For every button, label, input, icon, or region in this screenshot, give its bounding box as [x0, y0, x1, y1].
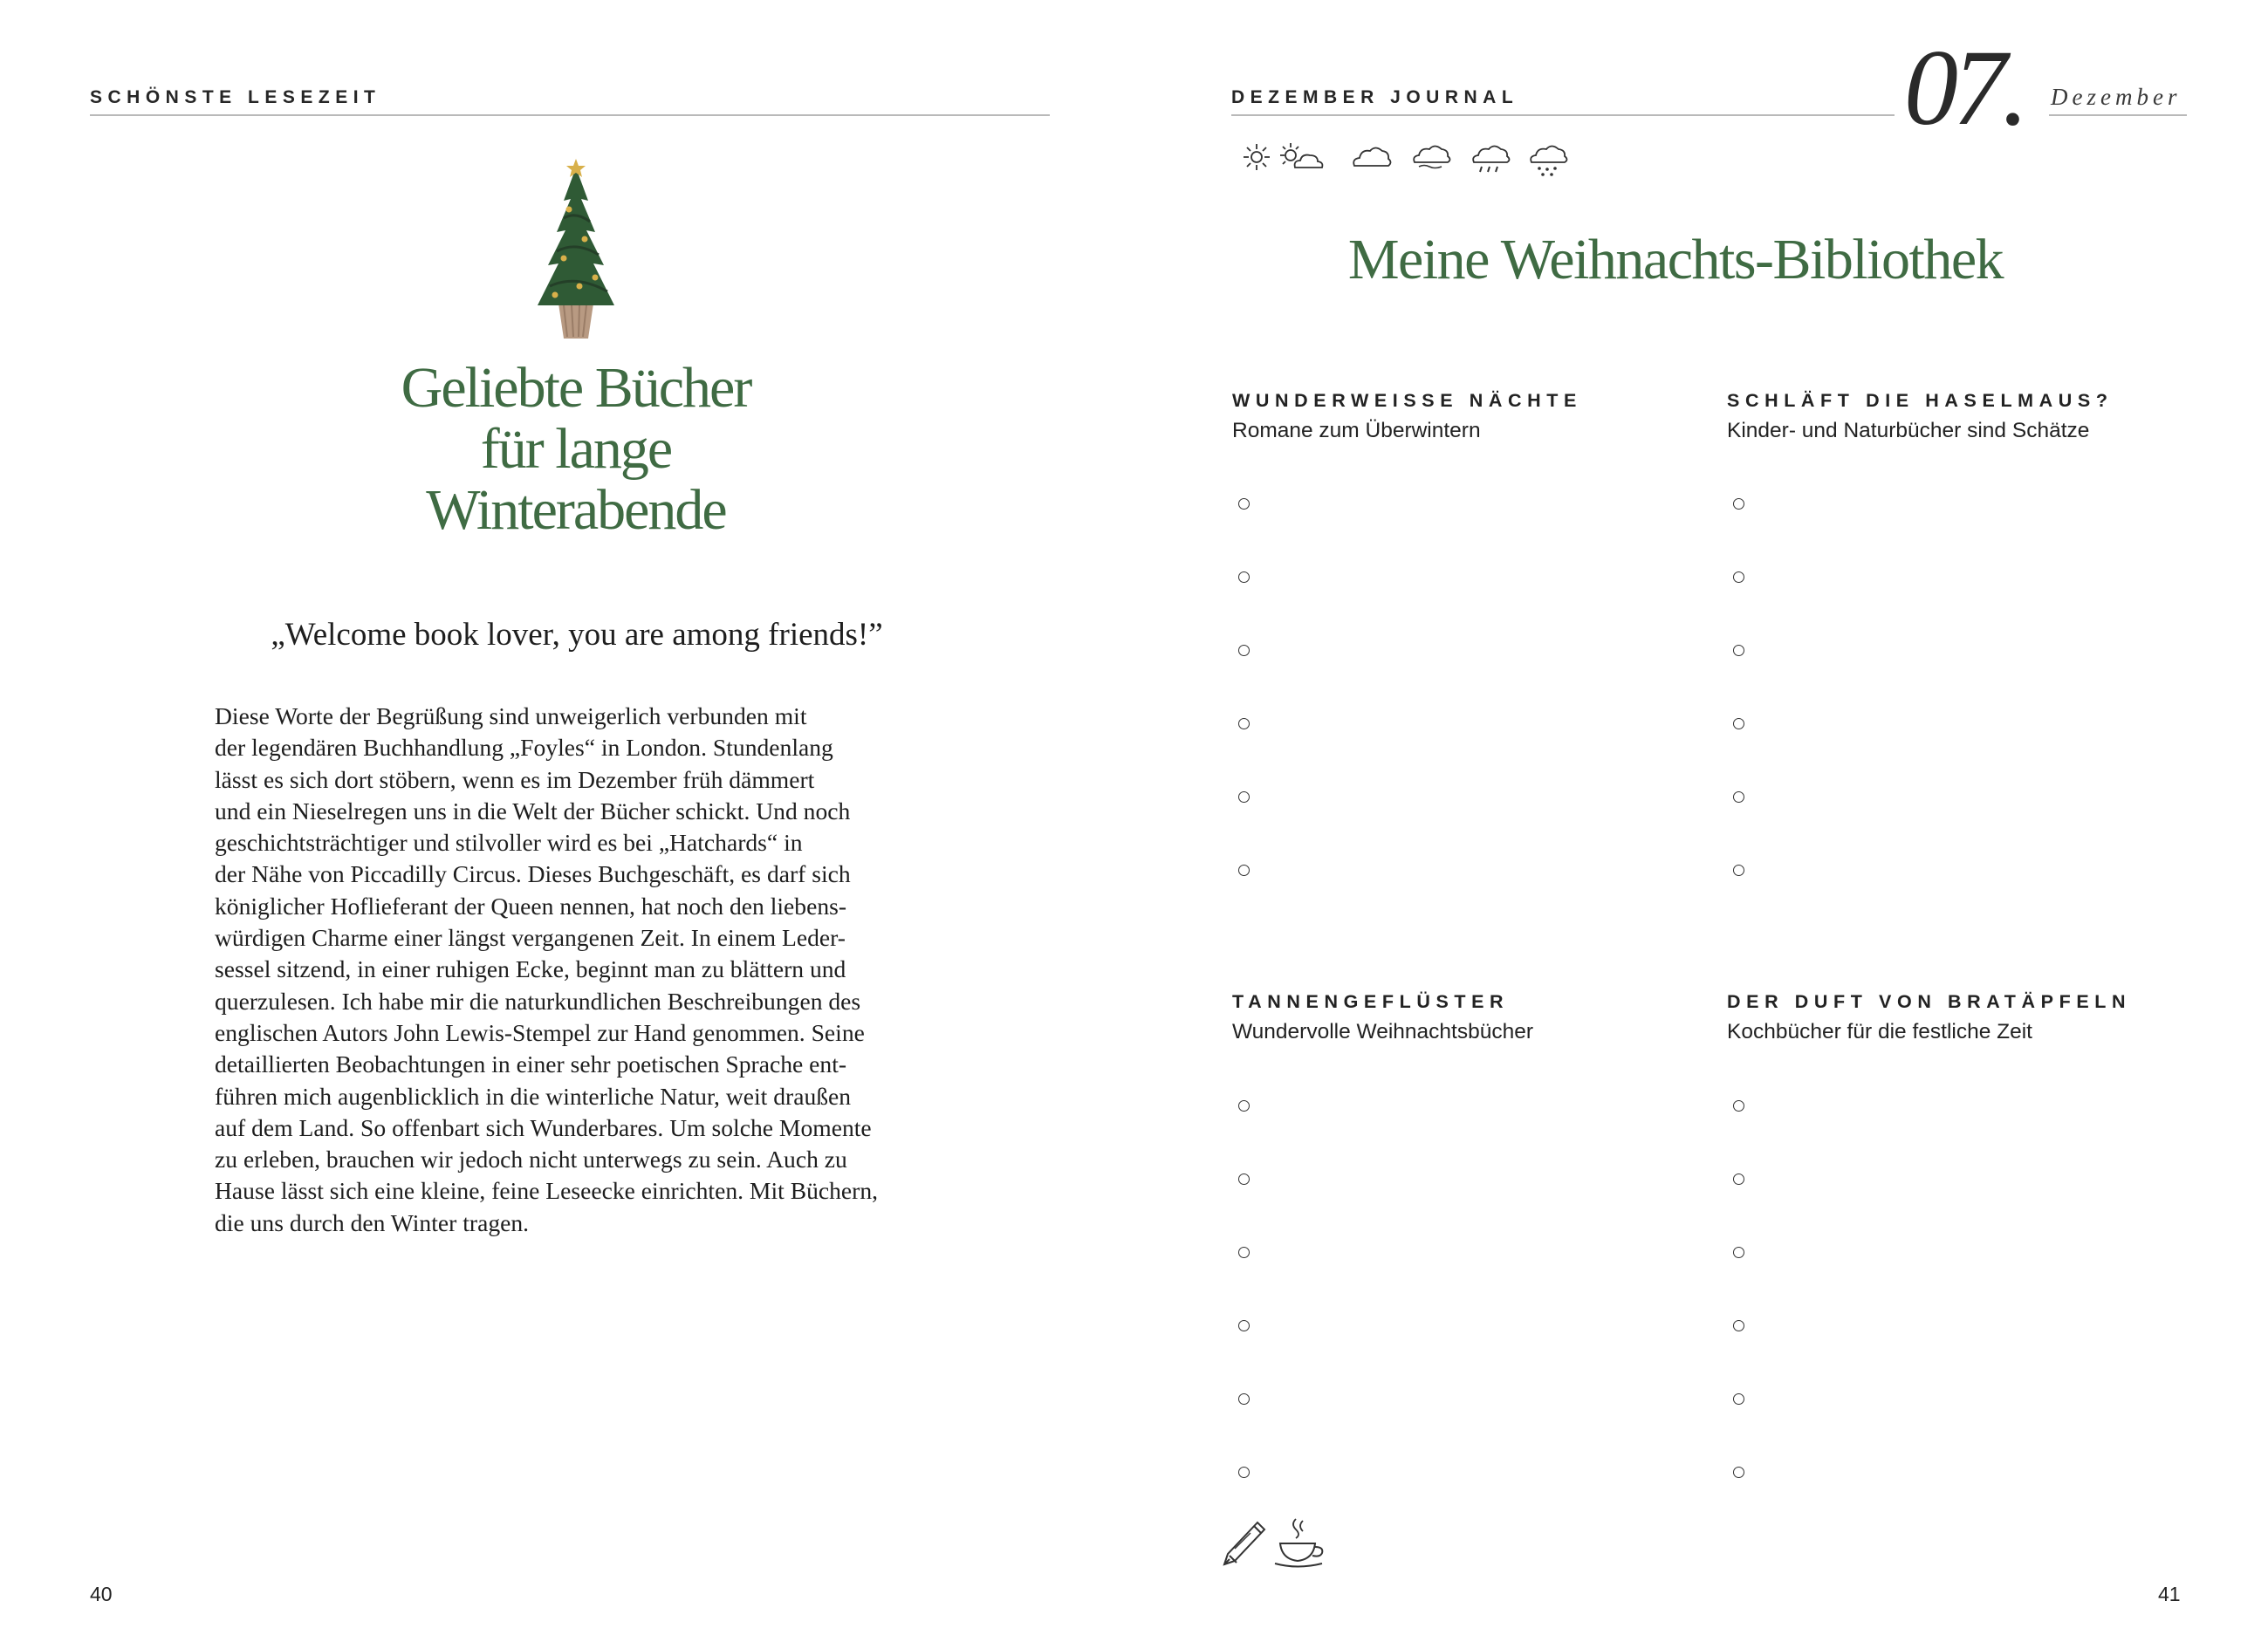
checkbox-circle[interactable] [1238, 718, 1250, 729]
checkbox-circle[interactable] [1733, 1467, 1744, 1478]
section-tannengefluester [1232, 991, 1686, 1044]
cloud-icon[interactable] [1349, 140, 1393, 174]
checkbox-circle[interactable] [1238, 791, 1250, 803]
teacup-icon [1273, 1516, 1329, 1570]
checkbox-circle[interactable] [1238, 1467, 1250, 1478]
running-head-right: DEZEMBER JOURNAL [1231, 87, 1519, 107]
right-page-title: Meine Weihnachts-Bibliothek [1347, 228, 2004, 291]
body-line: und ein Nieselregen uns in die Welt der Bücher schickt. Und noch [215, 797, 851, 824]
title-line: Winterabende [426, 478, 726, 542]
cloud-fog-icon[interactable] [1408, 140, 1452, 174]
checkbox-circle[interactable] [1238, 1393, 1250, 1405]
body-text [215, 701, 948, 1239]
checkbox-circle[interactable] [1238, 865, 1250, 876]
page-number-left: 40 [90, 1583, 113, 1605]
checkbox-circle[interactable] [1238, 1247, 1250, 1258]
checkbox-circle[interactable] [1238, 645, 1250, 656]
checkbox-circle[interactable] [1733, 1393, 1744, 1405]
header-rule-right [1231, 114, 1895, 116]
christmas-tree-icon [524, 155, 628, 340]
checkbox-circle[interactable] [1733, 571, 1744, 583]
pen-icon [1217, 1514, 1270, 1570]
checkbox-circle[interactable] [1733, 1100, 1744, 1112]
running-head-left: SCHÖNSTE LESEZEIT [90, 87, 381, 107]
section-der-duft-von-bratapfeln [1727, 991, 2181, 1044]
title-line: Geliebte Bücher [401, 356, 751, 420]
page-number-right: 41 [2158, 1583, 2181, 1605]
month-name: Dezember [2051, 84, 2182, 110]
title-line: für lange [480, 417, 672, 481]
body-line: zu erleben, brauchen wir jedoch nicht unterwegs zu sein. Auch zu [215, 1146, 847, 1173]
checkbox-circle[interactable] [1733, 865, 1744, 876]
body-line: sessel sitzend, in einer ruhigen Ecke, beginnt man zu blättern und [215, 955, 846, 983]
sun-icon[interactable] [1239, 140, 1274, 174]
checkbox-circle[interactable] [1733, 645, 1744, 656]
checkbox-circle[interactable] [1733, 791, 1744, 803]
body-line: englischen Autors John Lewis-Stempel zur Hand genommen. Seine [215, 1018, 865, 1046]
section-heading: WUNDERWEISSE NÄCHTE [1232, 390, 1582, 411]
checkbox-circle[interactable] [1733, 1320, 1744, 1331]
section-schlaeft-die-haselmaus [1727, 390, 2181, 443]
checkbox-circle[interactable] [1238, 1320, 1250, 1331]
quote: „Welcome book lover, you are among friends!” [271, 617, 883, 653]
cloud-rain-icon[interactable] [1468, 140, 1511, 180]
section-heading: TANNENGEFLÜSTER [1232, 991, 1510, 1012]
sun-cloud-icon[interactable] [1278, 140, 1326, 174]
checkbox-circle[interactable] [1238, 1100, 1250, 1112]
checkbox-circle[interactable] [1238, 1173, 1250, 1185]
section-subtitle: Kochbücher für die festliche Zeit [1727, 1020, 2032, 1043]
body-line: würdigen Charme einer längst vergangenen Zeit. In einem Leder- [215, 924, 846, 952]
section-subtitle: Wundervolle Weihnachtsbücher [1232, 1020, 1534, 1043]
checkbox-circle[interactable] [1733, 1247, 1744, 1258]
body-line: der legendären Buchhandlung „Foyles“ in London. Stundenlang [215, 734, 833, 762]
section-wunderweisse-naechte [1232, 390, 1686, 443]
body-line: Diese Worte der Begrüßung sind unweigerlich verbunden mit [215, 702, 807, 729]
checkbox-circle[interactable] [1733, 718, 1744, 729]
section-heading: DER DUFT VON BRATÄPFELN [1727, 991, 2132, 1012]
left-page-title [262, 358, 890, 541]
body-line: querzulesen. Ich habe mir die naturkundlichen Beschreibungen des [215, 987, 861, 1015]
body-line: Hause lässt sich eine kleine, feine Leseecke einrichten. Mit Büchern, [215, 1177, 879, 1205]
body-line: lässt es sich dort stöbern, wenn es im Dezember früh dämmert [215, 765, 815, 793]
body-line: der Nähe von Piccadilly Circus. Dieses Buchgeschäft, es darf sich [215, 860, 851, 888]
cloud-snow-icon[interactable] [1525, 140, 1569, 180]
body-line: die uns durch den Winter tragen. [215, 1208, 530, 1236]
month-rule [2049, 114, 2187, 116]
day-number: 07. [1904, 28, 2024, 147]
checkbox-circle[interactable] [1733, 1173, 1744, 1185]
section-subtitle: Romane zum Überwintern [1232, 419, 1481, 442]
section-heading: SCHLÄFT DIE HASELMAUS? [1727, 390, 2114, 411]
header-rule-left [90, 114, 1050, 116]
body-line: auf dem Land. So offenbart sich Wunderbares. Um solche Momente [215, 1113, 872, 1141]
body-line: führen mich augenblicklich in die winterliche Natur, weit draußen [215, 1082, 852, 1110]
checkbox-circle[interactable] [1238, 498, 1250, 510]
body-line: königlicher Hoflieferant der Queen nennen, hat noch den liebens- [215, 892, 847, 920]
section-subtitle: Kinder- und Naturbücher sind Schätze [1727, 419, 2090, 442]
body-line: geschichtsträchtiger und stilvoller wird es bei „Hatchards“ in [215, 829, 803, 857]
checkbox-circle[interactable] [1733, 498, 1744, 510]
right-page [1134, 0, 2268, 1649]
body-line: detaillierten Beobachtungen in einer sehr poetischen Sprache ent- [215, 1050, 847, 1078]
checkbox-circle[interactable] [1238, 571, 1250, 583]
